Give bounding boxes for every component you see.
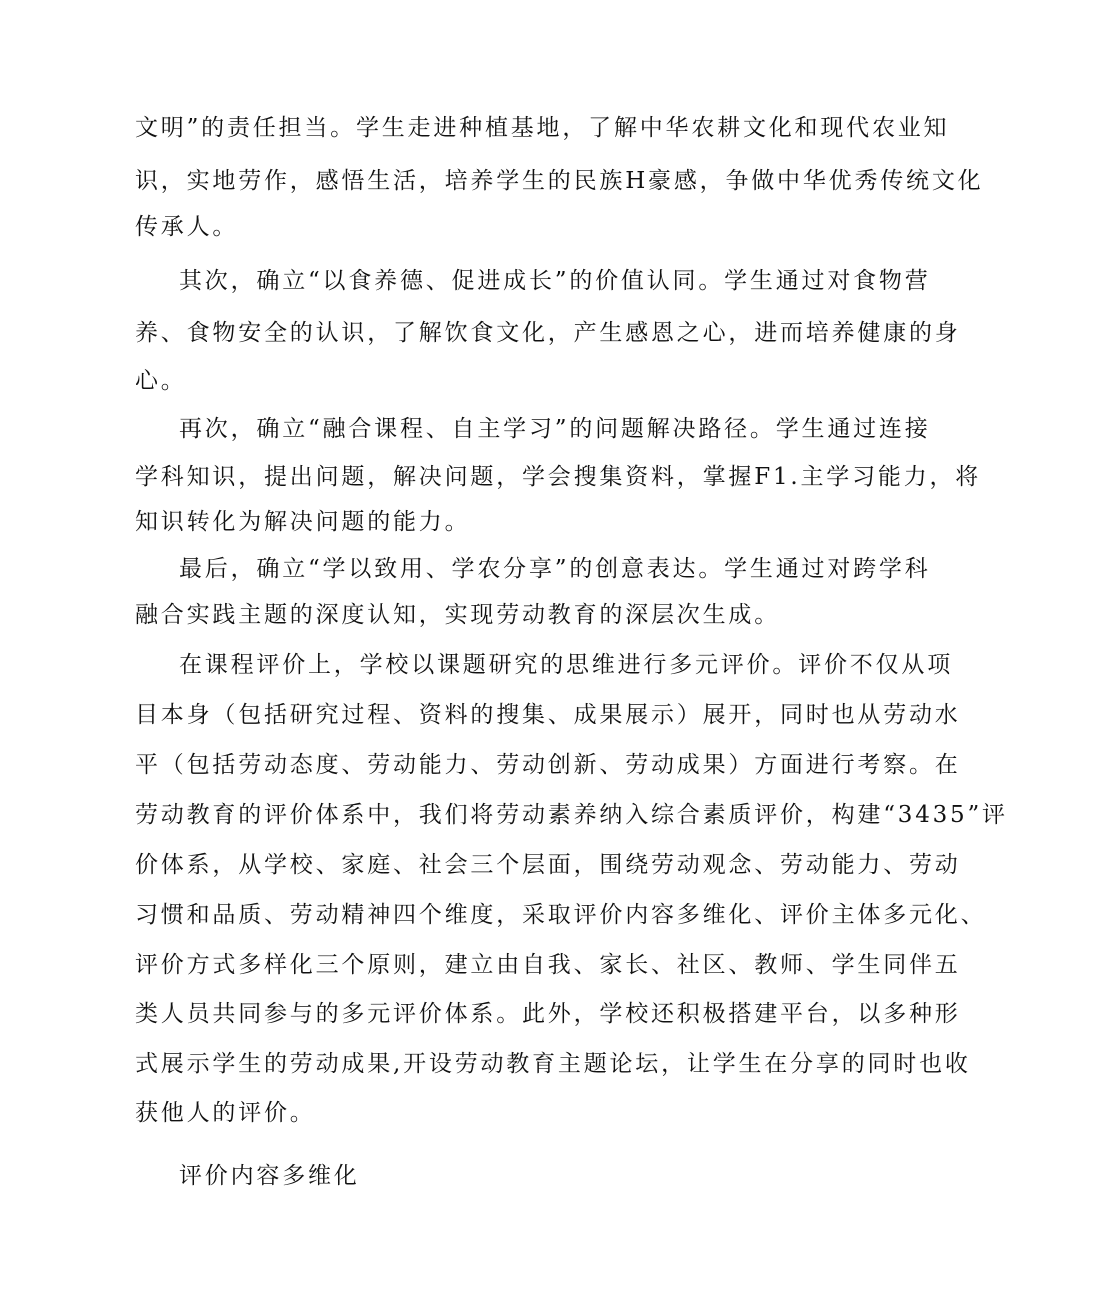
text-line: 传承人。 <box>135 214 239 240</box>
text-line: 获他人的评价。 <box>135 1100 316 1126</box>
section-heading: 评价内容多维化 <box>179 1163 360 1189</box>
text-line: 再次，确立“融合课程、自主学习”的问题解决路径。学生通过连接 <box>179 416 931 442</box>
text-line: 目本身（包括研究过程、资料的搜集、成果展示）展开，同时也从劳动水 <box>135 702 961 728</box>
text-line: 融合实践主题的深度认知，实现劳动教育的深层次生成。 <box>135 602 780 628</box>
text-line: 在课程评价上，学校以课题研究的思维进行多元评价。评价不仅从项 <box>179 652 953 678</box>
text-line: 价体系，从学校、家庭、社会三个层面，围绕劳动观念、劳动能力、劳动 <box>135 852 961 878</box>
text-line: 知识转化为解决问题的能力。 <box>135 509 471 535</box>
text-line: 类人员共同参与的多元评价体系。此外，学校还积极搭建平台，以多种形 <box>135 1001 961 1027</box>
text-line: 识，实地劳作，感悟生活，培养学生的民族H豪感，争做中华优秀传统文化 <box>135 168 984 194</box>
text-line: 文明”的责任担当。学生走进种植基地，了解中华农耕文化和现代农业知 <box>135 115 950 141</box>
text-line: 式展示学生的劳动成果,开设劳动教育主题论坛，让学生在分享的同时也收 <box>135 1051 971 1077</box>
text-line: 劳动教育的评价体系中，我们将劳动素养纳入综合素质评价，构建“3435”评 <box>135 802 1008 828</box>
text-line: 平（包括劳动态度、劳动能力、劳动创新、劳动成果）方面进行考察。在 <box>135 752 961 778</box>
text-line: 其次，确立“以食养德、促进成长”的价值认同。学生通过对食物营 <box>179 268 931 294</box>
text-line: 学科知识，提出问题，解决问题，学会搜集资料，掌握F1.主学习能力，将 <box>135 464 982 490</box>
text-line: 心。 <box>135 368 187 394</box>
text-line: 最后，确立“学以致用、学农分享”的创意表达。学生通过对跨学科 <box>179 556 931 582</box>
text-line: 习惯和品质、劳动精神四个维度，采取评价内容多维化、评价主体多元化、 <box>135 902 987 928</box>
text-line: 评价方式多样化三个原则，建立由自我、家长、社区、教师、学生同伴五 <box>135 952 961 978</box>
text-line: 养、食物安全的认识，了解饮食文化，产生感恩之心，进而培养健康的身 <box>135 320 961 346</box>
